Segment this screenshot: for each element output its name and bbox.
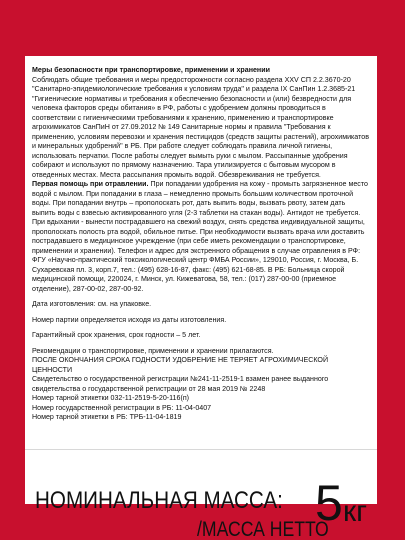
certificate: Свидетельство о государственной регистрации №241-11-2519-1 взамен ранее выданного свидетельства о государственной регистрации от 28 мая 2019 № 2248 [32,375,329,393]
safety-heading: Меры безопасности при транспортировке, применении и хранении [32,66,270,74]
net-mass-label: /МАССА НЕТТО [197,518,329,541]
tare-number: Номер тарной этикетки 032-11-2519-5-20-116(п) [32,394,190,402]
production-date: Дата изготовления: см. на упаковке. [32,300,152,308]
first-aid-heading: Первая помощь при отравлении. [32,180,149,188]
batch-number: Номер партии определяется исходя из даты изготовления. [32,315,227,324]
divider [25,449,377,450]
mass-value: 5 [315,475,343,531]
expiry-notice: ПОСЛЕ ОКОНЧАНИЯ СРОКА ГОДНОСТИ УДОБРЕНИЕ НЕ ТЕРЯЕТ АГРОХИМИЧЕСКОЙ ЦЕННОСТИ [32,356,329,374]
label-text [32,66,370,423]
recommendations: Рекомендации о транспортировке, применении и хранении прилагаются. [32,346,274,355]
safety-body: Соблюдать общие требования и меры предосторожности согласно раздела XXV СП 2.2.3670-20 "Санитарно-эпидемиологические требования к условиям труда" и раздела IX СанПин 1.2.3685-21 "Гигиенические нормативы и требования к обеспечению безопасности и (или) безвредности для человека факторов среды обитания» в РФ, работы с удобрением должны проводиться в соответствии с гигиеническими требованиями к хранению, применению и транспортировке агрохимикатов СанПиН от 27.09.2012 № 149 Санитарные нормы и правила "Требования к применению, условиям перевозки и хранения пестицидов (средств защиты растений), агрохимикатов и минеральных удобрений" в РБ. При работе следует соблюдать правила личной гигиены, использовать перчатки. После работы следует вымыть руки с мылом. Рассыпанные удобрения собирают и используют по прямому назначению. Тара утилизируется с бытовым мусором в отведенных местах. Места рассыпания промыть водой. Обезвреживания не требуется. [32,75,369,179]
safety-section [32,66,370,180]
mass-unit: кг [343,495,368,528]
nominal-mass-label: НОМИНАЛЬНАЯ МАССА: [35,487,283,514]
rb-tare-number: Номер тарной этикетки в РБ: ТРБ-11-04-1819 [32,413,182,421]
label-panel [25,56,377,541]
shelf-life: Гарантийный срок хранения, срок годности – 5 лет. [32,331,201,339]
first-aid-body: При попадании удобрения на кожу - промыть загрязненное место водой с мылом. При попадании в глаза – немедленно промыть большим количеством проточной воды. При попадании внутрь – прополоскать рот, дать выпить воды, вызвать рвоту, затем дать выпить воды с взвесью активированного угля (2-3 таблетки на стакан воды). Антидот не требуется. При вдыхании - вынести пострадавшего на свежий воздух, снять средства индивидуальной защиты, прополоскать полость рта водой, обильное питье. При необходимости вызвать врача или доставить пострадавшего в медицинское учреждение (при себе иметь рекомендации о транспортировке, применении и хранении). Телефон и адрес для экстренного обращения в случае отравления в РФ: ФГУ «Научно-практический токсикологический центр ФМБА России», 129010, Россия, г. Москва, Б. Сухаревская пл. 3, корп.7, тел.: (495) 628-16-87, факс: (495) 621-68-85. В РБ: Больница скорой медицинской помощи, 220024, г. Минск, ул. Кижеватова, 58, тел.: (017) 287-00-00 (приемное отделение), 287-00-02, 287-00-92. [32,180,368,293]
rb-registration: Номер государственной регистрации в РБ: 11-04-0407 [32,403,212,412]
first-aid-section [32,180,370,294]
